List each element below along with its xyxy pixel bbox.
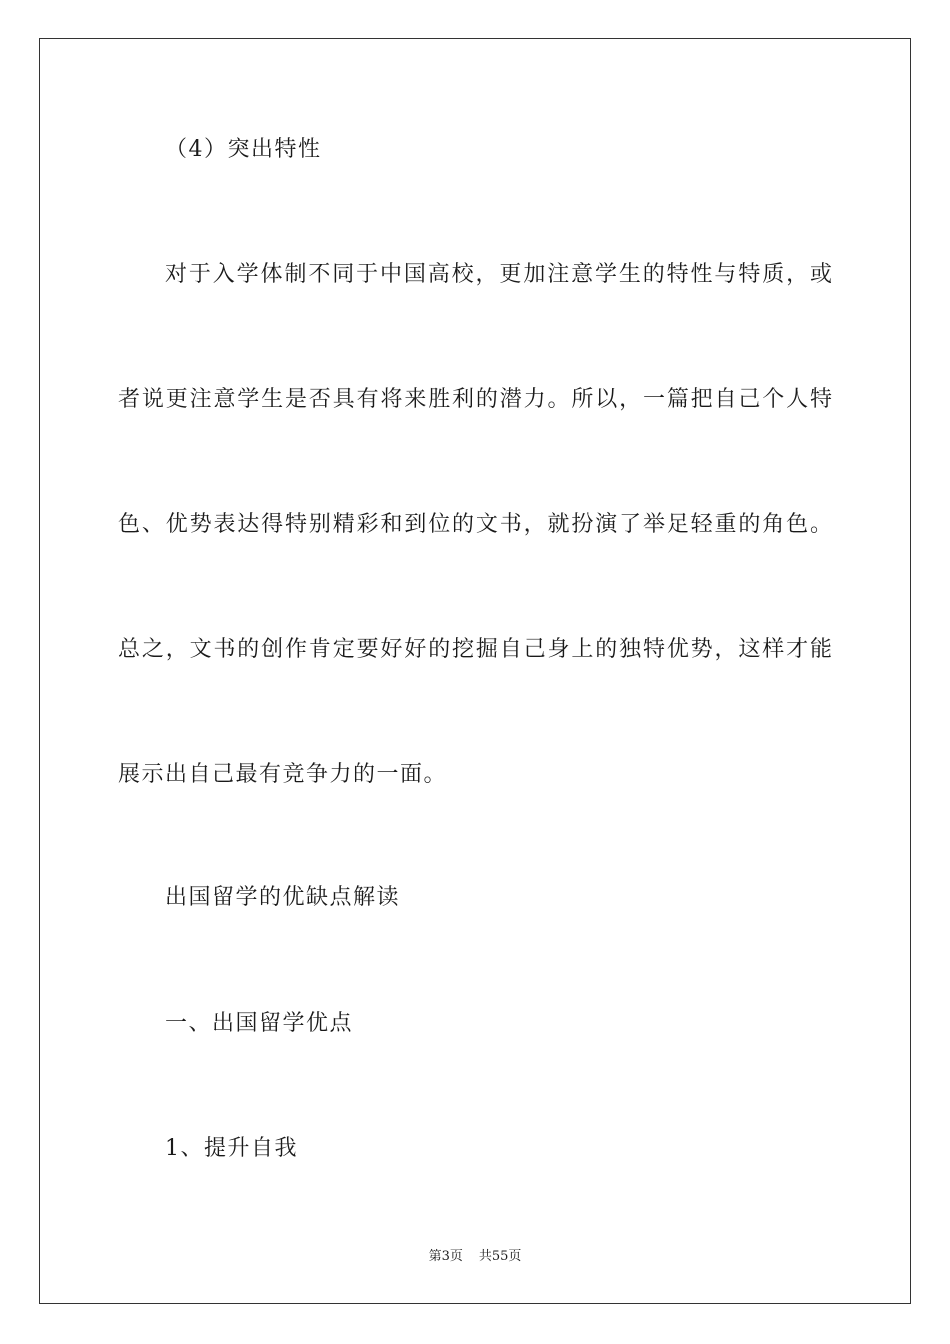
paragraph-line-3: 色、优势表达得特别精彩和到位的文书，就扮演了举足轻重的角色。: [118, 512, 832, 537]
paragraph-line-5: 展示出自己最有竞争力的一面。: [118, 762, 448, 787]
total-pages: 共55页: [478, 1249, 522, 1264]
paragraph-line-1: 对于入学体制不同于中国高校，更加注意学生的特性与特质，或: [165, 262, 832, 287]
heading-advantages: 一、出国留学优点: [165, 1011, 354, 1036]
page-footer: [0, 1248, 950, 1266]
subheading-highlight-traits: （4）突出特性: [165, 137, 322, 162]
subheading-self-improvement: 1、提升自我: [165, 1136, 298, 1161]
paragraph-line-4: 总之，文书的创作肯定要好好的挖掘自己身上的独特优势，这样才能: [118, 637, 832, 662]
paragraph-line-2: 者说更注意学生是否具有将来胜利的潜力。所以，一篇把自己个人特: [118, 387, 832, 412]
page-border: [39, 38, 911, 1304]
section-title: 出国留学的优缺点解读: [165, 885, 401, 910]
page-number: 第3页: [428, 1249, 463, 1264]
